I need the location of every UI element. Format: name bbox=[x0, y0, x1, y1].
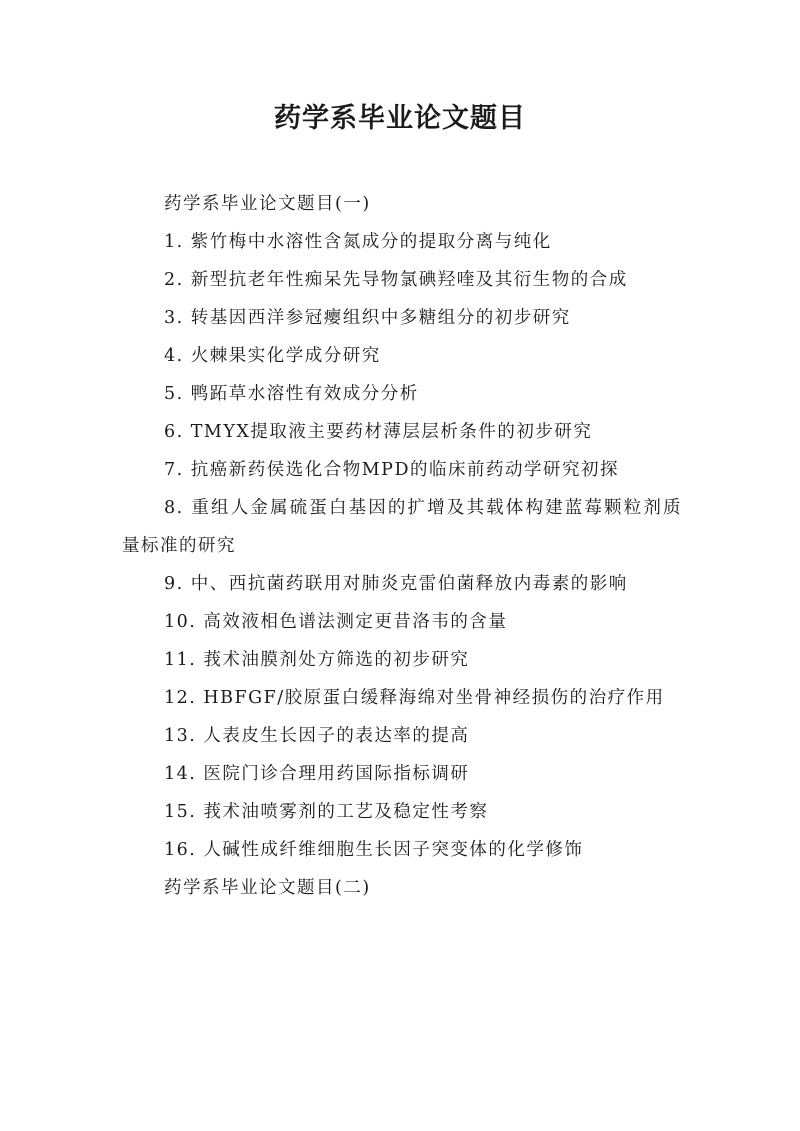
topic-item: 10. 高效液相色谱法测定更昔洛韦的含量 bbox=[164, 612, 508, 632]
page-title: 药学系毕业论文题目 bbox=[274, 103, 526, 134]
topic-item: 4. 火棘果实化学成分研究 bbox=[164, 346, 381, 366]
topic-item: 15. 莪术油喷雾剂的工艺及稳定性考察 bbox=[164, 802, 489, 822]
topic-item: 6. TMYX提取液主要药材薄层层析条件的初步研究 bbox=[164, 422, 593, 442]
section-header: 药学系毕业论文题目(一) bbox=[164, 194, 371, 214]
topic-item: 11. 莪术油膜剂处方筛选的初步研究 bbox=[164, 650, 470, 670]
topic-item: 1. 紫竹梅中水溶性含氮成分的提取分离与纯化 bbox=[164, 232, 552, 252]
topic-item: 16. 人碱性成纤维细胞生长因子突变体的化学修饰 bbox=[164, 840, 584, 860]
document-body bbox=[122, 185, 682, 907]
topic-item: 14. 医院门诊合理用药国际指标调研 bbox=[164, 764, 470, 784]
topic-item: 13. 人表皮生长因子的表达率的提高 bbox=[164, 726, 470, 746]
topic-item: 2. 新型抗老年性痴呆先导物氯碘羟喹及其衍生物的合成 bbox=[164, 270, 628, 290]
topic-item: 7. 抗癌新药侯选化合物MPD的临床前药动学研究初探 bbox=[164, 460, 619, 480]
topic-item: 12. HBFGF/胶原蛋白缓释海绵对坐骨神经损伤的治疗作用 bbox=[164, 688, 665, 708]
topic-item: 8. 重组人金属硫蛋白基因的扩增及其载体构建蓝莓颗粒剂质量标准的研究 bbox=[122, 498, 682, 556]
topic-item: 5. 鸭跖草水溶性有效成分分析 bbox=[164, 384, 419, 404]
topic-item: 3. 转基因西洋参冠瘿组织中多糖组分的初步研究 bbox=[164, 308, 571, 328]
section-header: 药学系毕业论文题目(二) bbox=[164, 878, 371, 898]
topic-item: 9. 中、西抗菌药联用对肺炎克雷伯菌释放内毒素的影响 bbox=[164, 574, 628, 594]
